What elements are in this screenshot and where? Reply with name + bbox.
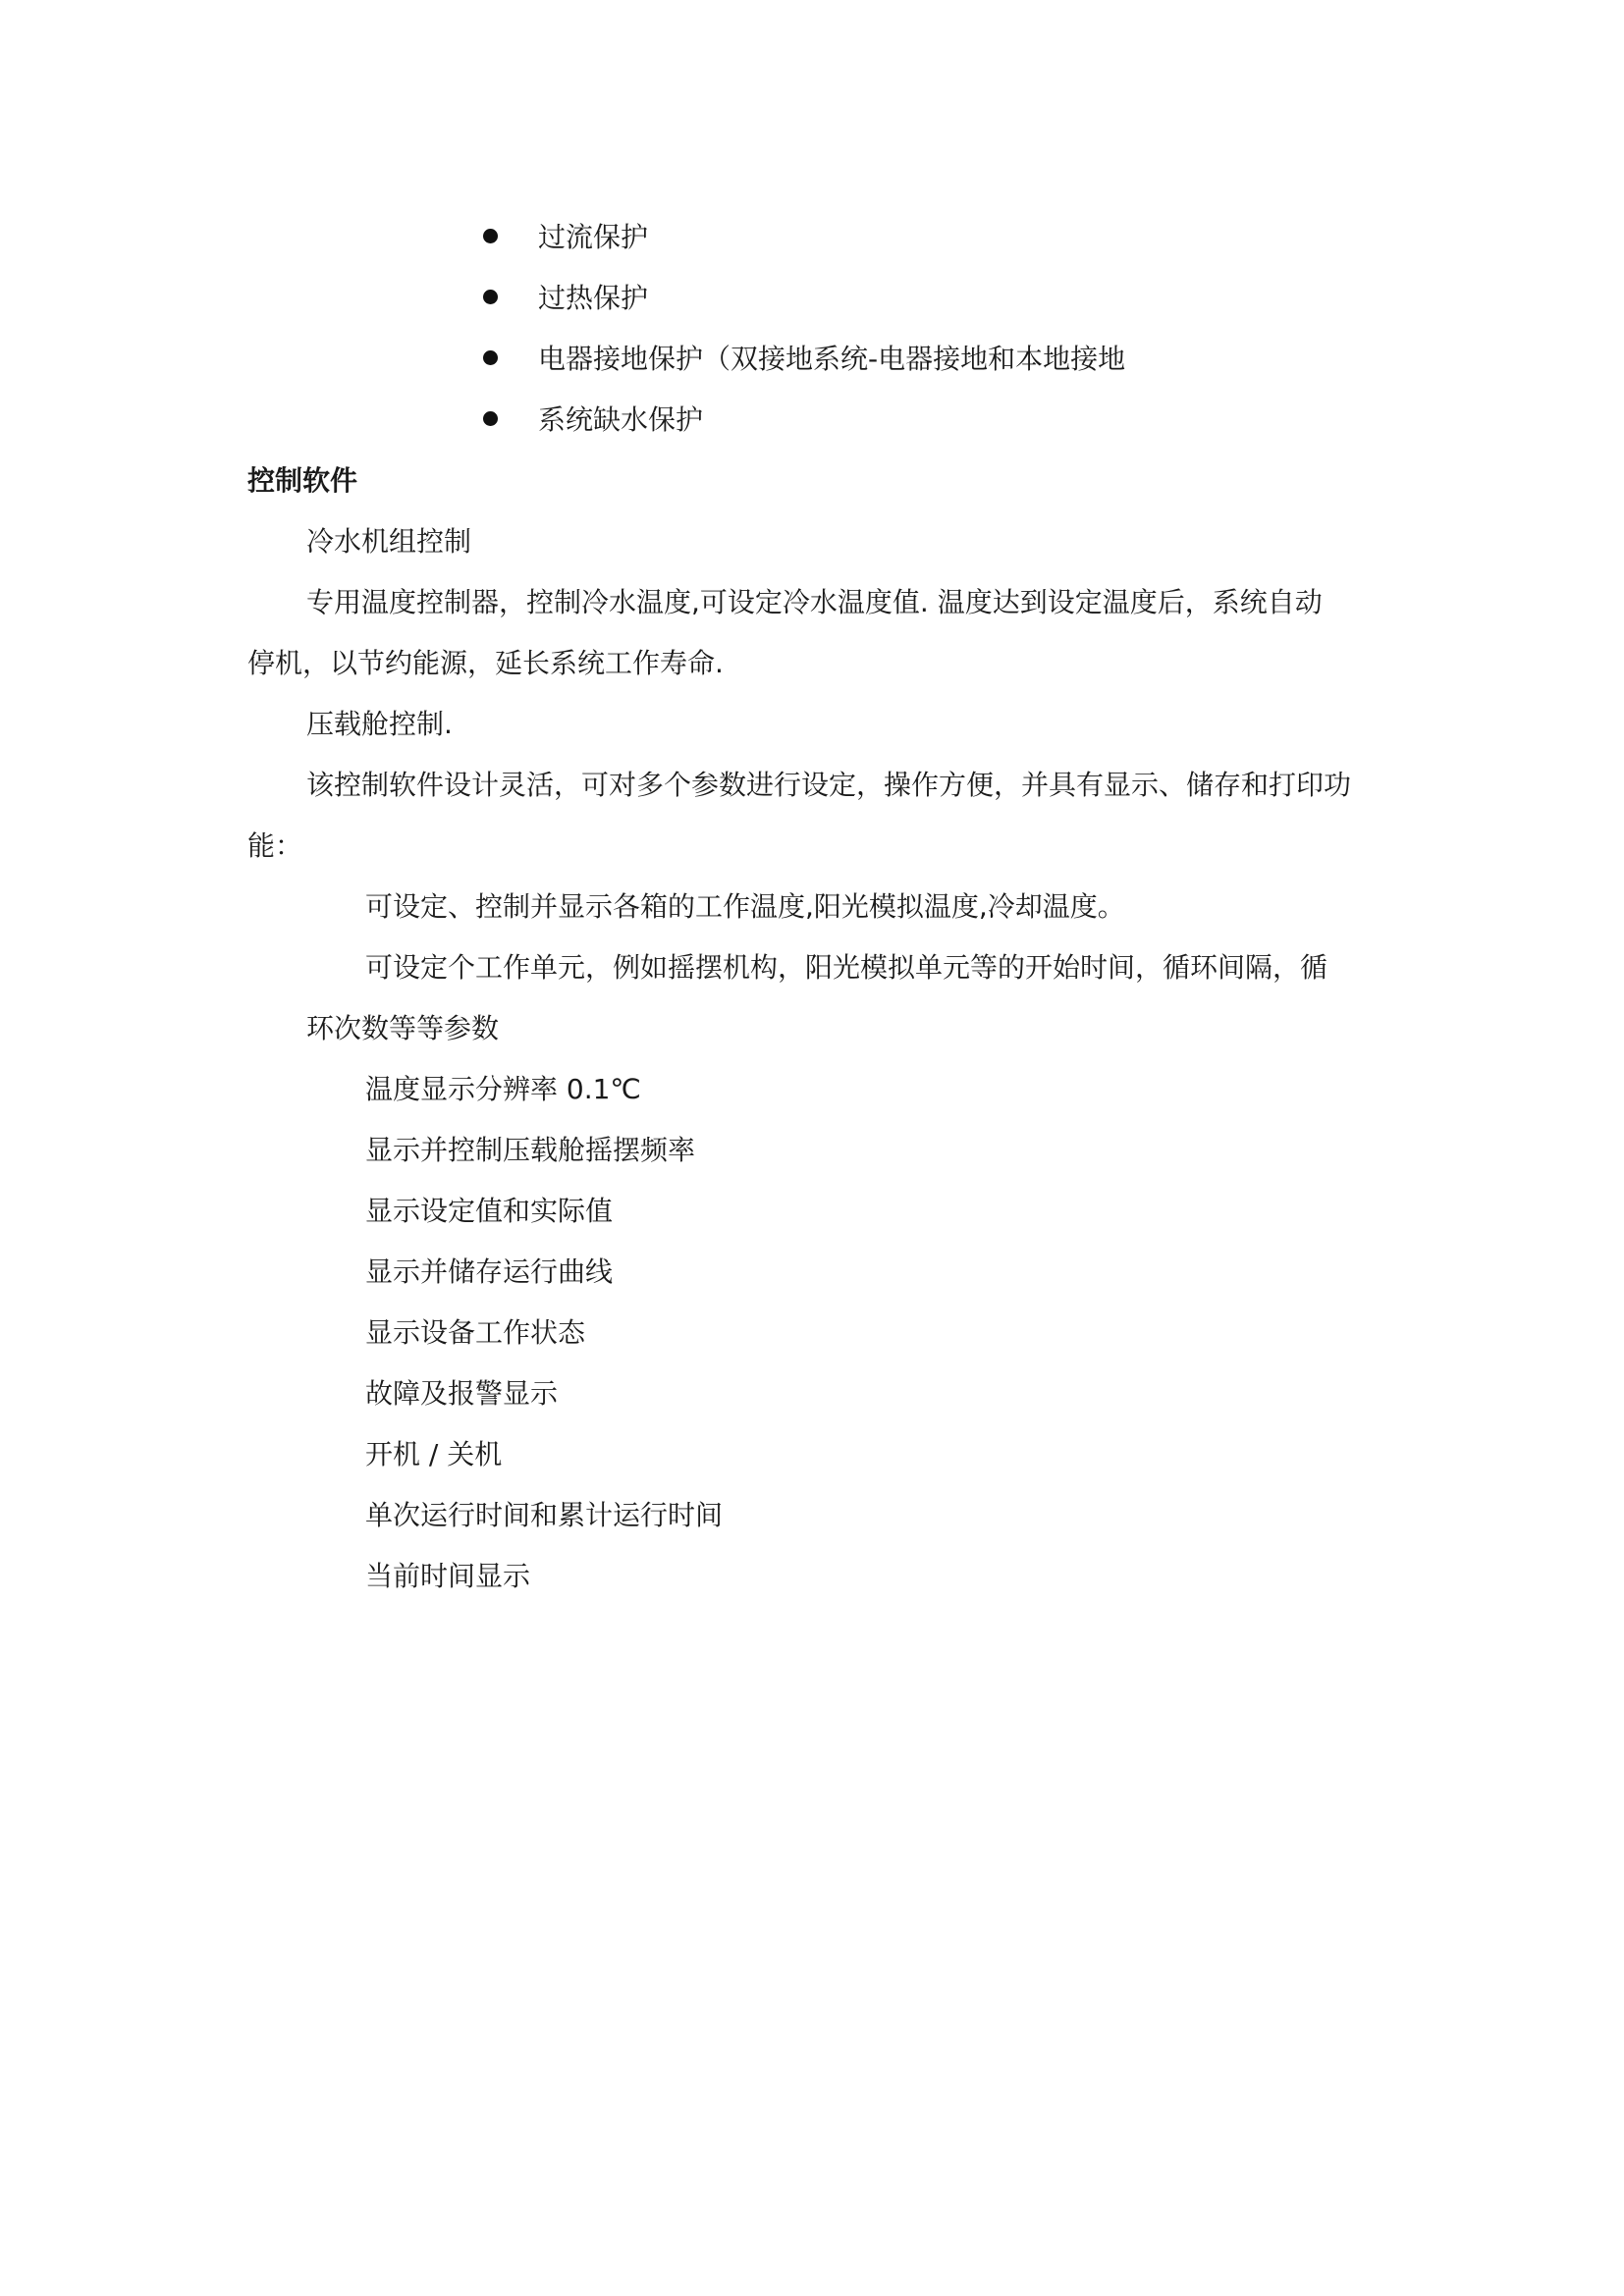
- feature-item: 当前时间显示: [365, 1560, 531, 1592]
- feature-units-line2: 环次数等等参数: [306, 1012, 500, 1044]
- chiller-title: 冷水机组控制: [306, 525, 472, 558]
- ballast-title: 压载舱控制.: [306, 708, 453, 740]
- feature-setpoints: 可设定、控制并显示各箱的工作温度,阳光模拟温度,冷却温度。: [365, 890, 1125, 923]
- section-title: 控制软件: [247, 464, 358, 497]
- feature-item: 显示并控制压载舱摇摆频率: [365, 1134, 696, 1166]
- protection-item: 电器接地保护（双接地系统-电器接地和本地接地: [538, 343, 1126, 375]
- bullet-icon: [483, 350, 498, 365]
- feature-item: 温度显示分辨率 0.1℃: [365, 1073, 641, 1105]
- protection-item: 过流保护: [538, 221, 649, 253]
- ballast-description-line2: 能：: [247, 829, 303, 862]
- feature-item: 显示并储存运行曲线: [365, 1255, 614, 1288]
- feature-item: 故障及报警显示: [365, 1377, 559, 1410]
- bullet-icon: [483, 229, 498, 243]
- ballast-description-line1: 该控制软件设计灵活，可对多个参数进行设定，操作方便，并具有显示、储存和打印功: [306, 769, 1352, 801]
- feature-item: 开机 / 关机: [365, 1438, 503, 1470]
- feature-item: 显示设定值和实际值: [365, 1195, 614, 1227]
- protection-item: 系统缺水保护: [538, 403, 704, 436]
- bullet-icon: [483, 411, 498, 426]
- chiller-description-line2: 停机，以节约能源，延长系统工作寿命.: [247, 647, 724, 679]
- chiller-description-line1: 专用温度控制器，控制冷水温度,可设定冷水温度值. 温度达到设定温度后，系统自动: [306, 586, 1323, 618]
- feature-item: 显示设备工作状态: [365, 1316, 586, 1349]
- feature-item: 单次运行时间和累计运行时间: [365, 1499, 724, 1531]
- feature-units-line1: 可设定个工作单元，例如摇摆机构，阳光模拟单元等的开始时间，循环间隔，循: [365, 951, 1328, 984]
- protection-item: 过热保护: [538, 282, 649, 314]
- bullet-icon: [483, 290, 498, 304]
